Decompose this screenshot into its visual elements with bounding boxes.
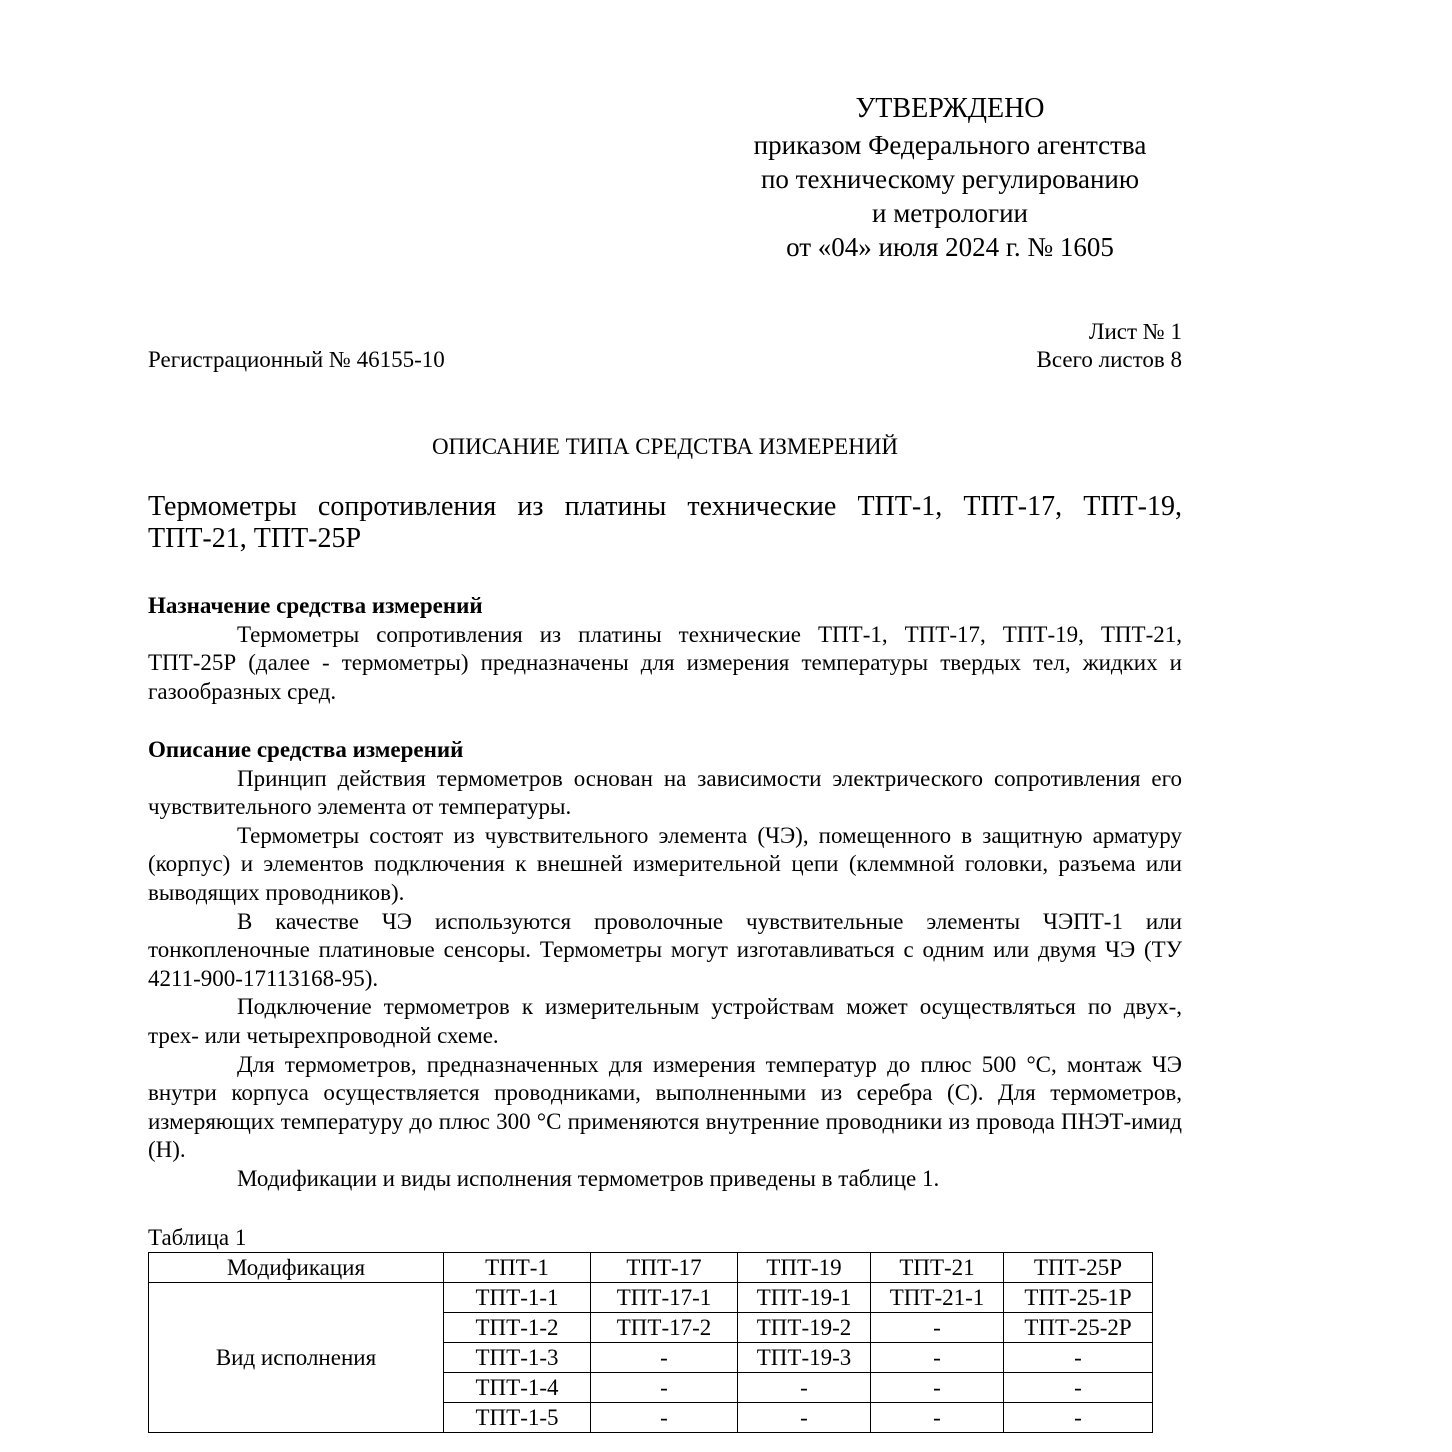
- table-cell: -: [871, 1403, 1004, 1433]
- table-cell: ТПТ-19-2: [738, 1313, 871, 1343]
- approval-line: и метрологии: [872, 198, 1028, 228]
- table-cell: -: [1004, 1373, 1153, 1403]
- table-row: [149, 1283, 1153, 1313]
- approval-line: приказом Федерального агентства: [753, 130, 1147, 160]
- table-cell: ТПТ-17-2: [591, 1313, 738, 1343]
- table-cell: ТПТ-1-1: [444, 1283, 591, 1313]
- table-cell: -: [591, 1373, 738, 1403]
- approval-block: [720, 92, 1180, 264]
- table-cell: ТПТ-19-3: [738, 1343, 871, 1373]
- table-cell: ТПТ-17-1: [591, 1283, 738, 1313]
- description-paragraph: Принцип действия термометров основан на зависимости электрического сопротивления его чувствительного элемента от температуры.: [148, 765, 1182, 820]
- approval-order-date: от «04» июля 2024 г. № 1605: [786, 232, 1114, 262]
- table-header-cell: ТПТ-25Р: [1004, 1253, 1153, 1283]
- table-cell: ТПТ-25-2Р: [1004, 1313, 1153, 1343]
- purpose-paragraph: Термометры сопротивления из платины технические ТПТ-1, ТПТ-17, ТПТ-19, ТПТ-21, ТПТ-25Р (далее - термометры) предназначены для измерения температуры твердых тел, жидких и газообразных сред.: [148, 621, 1182, 704]
- purpose-heading: Назначение средства измерений: [148, 593, 483, 618]
- table-cell: ТПТ-1-4: [444, 1373, 591, 1403]
- sheet-number: Лист № 1: [1088, 319, 1182, 344]
- approval-line: по техническому регулированию: [760, 164, 1140, 194]
- table-header-cell: ТПТ-21: [871, 1253, 1004, 1283]
- table-cell: ТПТ-19-1: [738, 1283, 871, 1313]
- table-header-cell: ТПТ-1: [444, 1253, 591, 1283]
- table-cell: ТПТ-25-1Р: [1004, 1283, 1153, 1313]
- sheet-total: Всего листов 8: [1036, 347, 1182, 372]
- table-header-cell: ТПТ-19: [738, 1253, 871, 1283]
- description-heading: Описание средства измерений: [148, 737, 464, 762]
- description-paragraph: Подключение термометров к измерительным устройствам может осуществляться по двух-, трех- или четырехпроводной схеме.: [148, 994, 1182, 1048]
- table-cell: ТПТ-21-1: [871, 1283, 1004, 1313]
- table-cell: -: [871, 1373, 1004, 1403]
- table-cell: ТПТ-1-3: [444, 1343, 591, 1373]
- purpose-section: [148, 592, 1182, 706]
- table-header-row: [149, 1253, 1153, 1283]
- table-row-label: Вид исполнения: [149, 1283, 444, 1433]
- table-cell: ТПТ-1-5: [444, 1403, 591, 1433]
- sheet-info: [1036, 318, 1182, 374]
- approval-title: УТВЕРЖДЕНО: [855, 93, 1045, 124]
- table-cell: -: [738, 1403, 871, 1433]
- table-header-cell: Модификация: [149, 1253, 444, 1283]
- table-cell: -: [871, 1343, 1004, 1373]
- table-cell: ТПТ-1-2: [444, 1313, 591, 1343]
- document-title: ОПИСАНИЕ ТИПА СРЕДСТВА ИЗМЕРЕНИЙ: [431, 434, 899, 459]
- table-cell: -: [1004, 1343, 1153, 1373]
- registration-number: Регистрационный № 46155-10: [148, 347, 445, 372]
- description-paragraph: В качестве ЧЭ используются проволочные чувствительные элементы ЧЭПТ-1 или тонкопленочные платиновые сенсоры. Термометры могут изготавливаться с одним или двумя ЧЭ (ТУ 4211-900-17113168-95).: [148, 908, 1182, 991]
- table-header-cell: ТПТ-17: [591, 1253, 738, 1283]
- table-cell: -: [591, 1343, 738, 1373]
- description-paragraph: Термометры состоят из чувствительного элемента (ЧЭ), помещенного в защитную арматуру (корпус) и элементов подключения к внешней измерительной цепи (клеммной головки, разъема или выводящих проводников).: [148, 822, 1182, 905]
- table-cell: -: [591, 1403, 738, 1433]
- description-paragraph: Для термометров, предназначенных для измерения температур до плюс 500 °С, монтаж ЧЭ внутри корпуса осуществляется проводниками, выполненными из серебра (С). Для термометров, измеряющих температуру до плюс 300 °С применяются внутренние проводники из провода ПНЭТ-имид (Н).: [148, 1051, 1182, 1163]
- product-name: Термометры сопротивления из платины технические ТПТ-1, ТПТ-17, ТПТ-19, ТПТ-21, ТПТ-25Р: [148, 491, 1182, 554]
- description-paragraph: Модификации и виды исполнения термометров приведены в таблице 1.: [237, 1165, 940, 1191]
- description-section: [148, 736, 1182, 1194]
- modifications-table: [148, 1252, 1153, 1433]
- table-cell: -: [1004, 1403, 1153, 1433]
- table-cell: -: [871, 1313, 1004, 1343]
- table-cell: -: [738, 1373, 871, 1403]
- table-caption: Таблица 1: [148, 1225, 247, 1250]
